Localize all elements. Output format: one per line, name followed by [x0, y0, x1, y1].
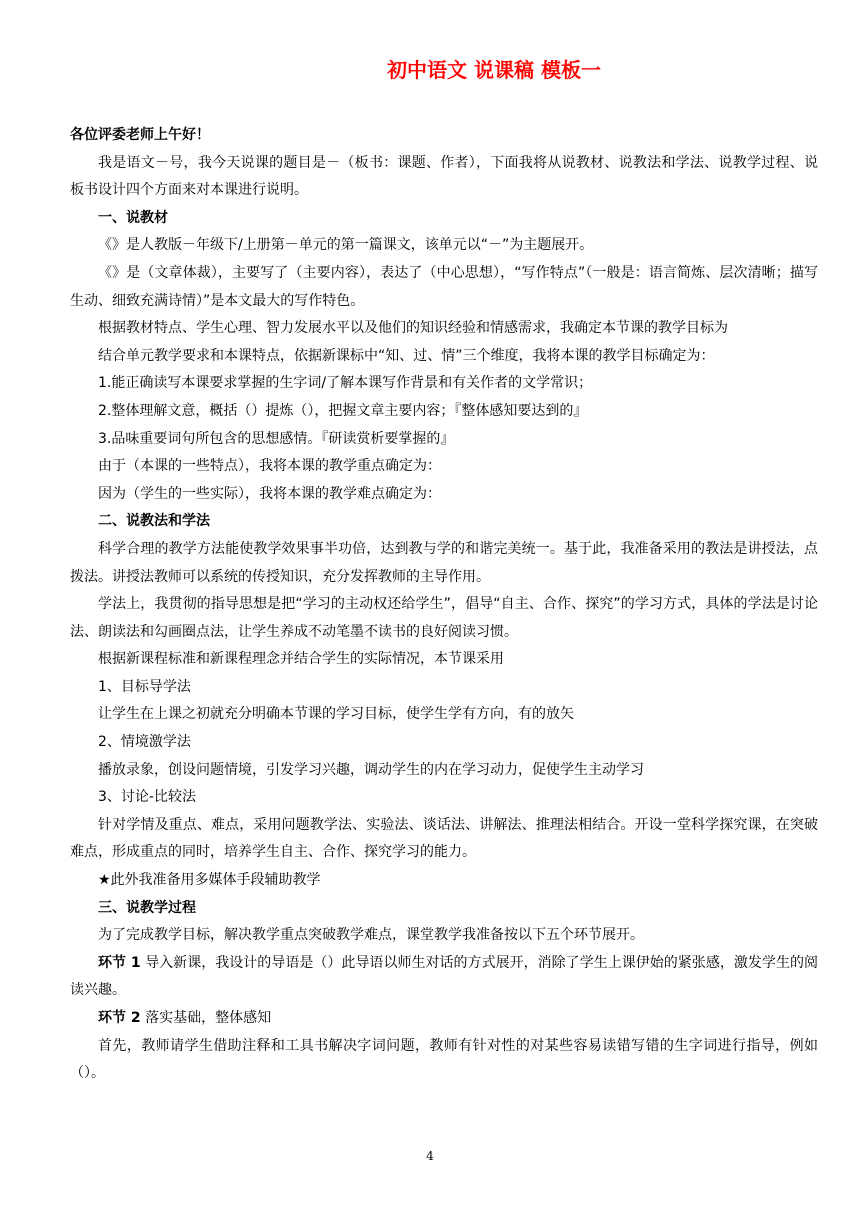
teaching-goal-item: 1.能正确读写本课要求掌握的生字词/了解本课写作背景和有关作者的文学常识；	[98, 375, 593, 392]
step-text: 落实基础，整体感知	[145, 1010, 272, 1026]
document-title: 初中语文 说课稿 模板一	[387, 58, 601, 82]
section-heading-textbook: 一、说教材	[98, 209, 168, 226]
paragraph: 首先，教师请学生借助注释和工具书解决字词问题，教师有针对性的对某些容易读错写错的生字词进行指导，例如（）。	[70, 1037, 818, 1082]
paragraph: 根据教材特点、学生心理、智力发展水平以及他们的知识经验和情感需求，我确定本节课的教学目标为	[98, 320, 728, 337]
method-title: 1、目标导学法	[98, 678, 191, 695]
section-heading-methods: 二、说教法和学法	[98, 513, 210, 530]
paragraph: 因为（学生的一些实际），我将本课的教学难点确定为：	[98, 485, 441, 502]
paragraph: 根据新课程标准和新课程理念并结合学生的实际情况，本节课采用	[98, 651, 504, 668]
paragraph: 《》是（文章体裁），主要写了（主要内容），表达了（中心思想），“写作特点”（一般是：语言简炼、层次清晰；描写生动、细致充满诗情）”是本文最大的写作特色。	[70, 264, 818, 309]
method-title: 3、讨论-比较法	[98, 789, 196, 806]
step-text: 导入新课，我设计的导语是（）此导语以师生对话的方式展开，消除了学生上课伊始的紧张感，激发学生的阅读兴趣。	[70, 954, 818, 999]
teaching-goal-item: 3.品味重要词句所包含的思想感情。『研读赏析要掌握的』	[98, 430, 455, 447]
teaching-step-2	[70, 1005, 818, 1033]
step-label: 环节 1	[98, 954, 141, 971]
page-number: 4	[426, 1149, 434, 1163]
method-description: 让学生在上课之初就充分明确本节课的学习目标，使学生学有方向，有的放矢	[98, 706, 574, 723]
method-title: 2、情境激学法	[98, 734, 191, 751]
teaching-step-1	[70, 950, 818, 1005]
greeting: 各位评委老师上午好！	[70, 127, 210, 143]
paragraph: 由于（本课的一些特点），我将本课的教学重点确定为：	[98, 458, 441, 475]
method-description: 针对学情及重点、难点，采用问题教学法、实验法、谈话法、讲解法、推理法相结合。开设一堂科学探究课，在突破难点，形成重点的同时，培养学生自主、合作、探究学习的能力。	[70, 816, 818, 861]
teaching-goal-item: 2.整体理解文意，概括（）提炼（），把握文章主要内容；『整体感知要达到的』	[98, 402, 588, 419]
paragraph: 学法上，我贯彻的指导思想是把“学习的主动权还给学生”，倡导“自主、合作、探究”的学习方式，具体的学法是讨论法、朗读法和勾画圈点法，让学生养成不动笔墨不读书的良好阅读习惯。	[70, 596, 818, 640]
paragraph: 结合单元教学要求和本课特点，依据新课标中“知、过、情”三个维度，我将本课的教学目标确定为：	[98, 347, 715, 364]
intro-paragraph: 我是语文－号，我今天说课的题目是－（板书：课题、作者），下面我将从说教材、说教法和学法、说教学过程、说板书设计四个方面来对本课进行说明。	[70, 154, 818, 199]
paragraph: 为了完成教学目标，解决教学重点突破教学难点，课堂教学我准备按以下五个环节展开。	[98, 927, 644, 944]
section-heading-process: 三、说教学过程	[98, 899, 196, 916]
method-description: 播放录象，创设问题情境，引发学习兴趣，调动学生的内在学习动力，促使学生主动学习	[98, 761, 644, 778]
paragraph: 科学合理的教学方法能使教学效果事半功倍，达到教与学的和谐完美统一。基于此，我准备采用的教法是讲授法，点拨法。讲授法教师可以系统的传授知识，充分发挥教师的主导作用。	[70, 540, 818, 585]
document-body	[70, 122, 818, 1088]
paragraph: 《》是人教版－年级下/上册第－单元的第一篇课文，该单元以“－”为主题展开。	[98, 237, 594, 254]
step-label: 环节 2	[98, 1010, 141, 1026]
multimedia-note: ★此外我准备用多媒体手段辅助教学	[98, 872, 321, 889]
